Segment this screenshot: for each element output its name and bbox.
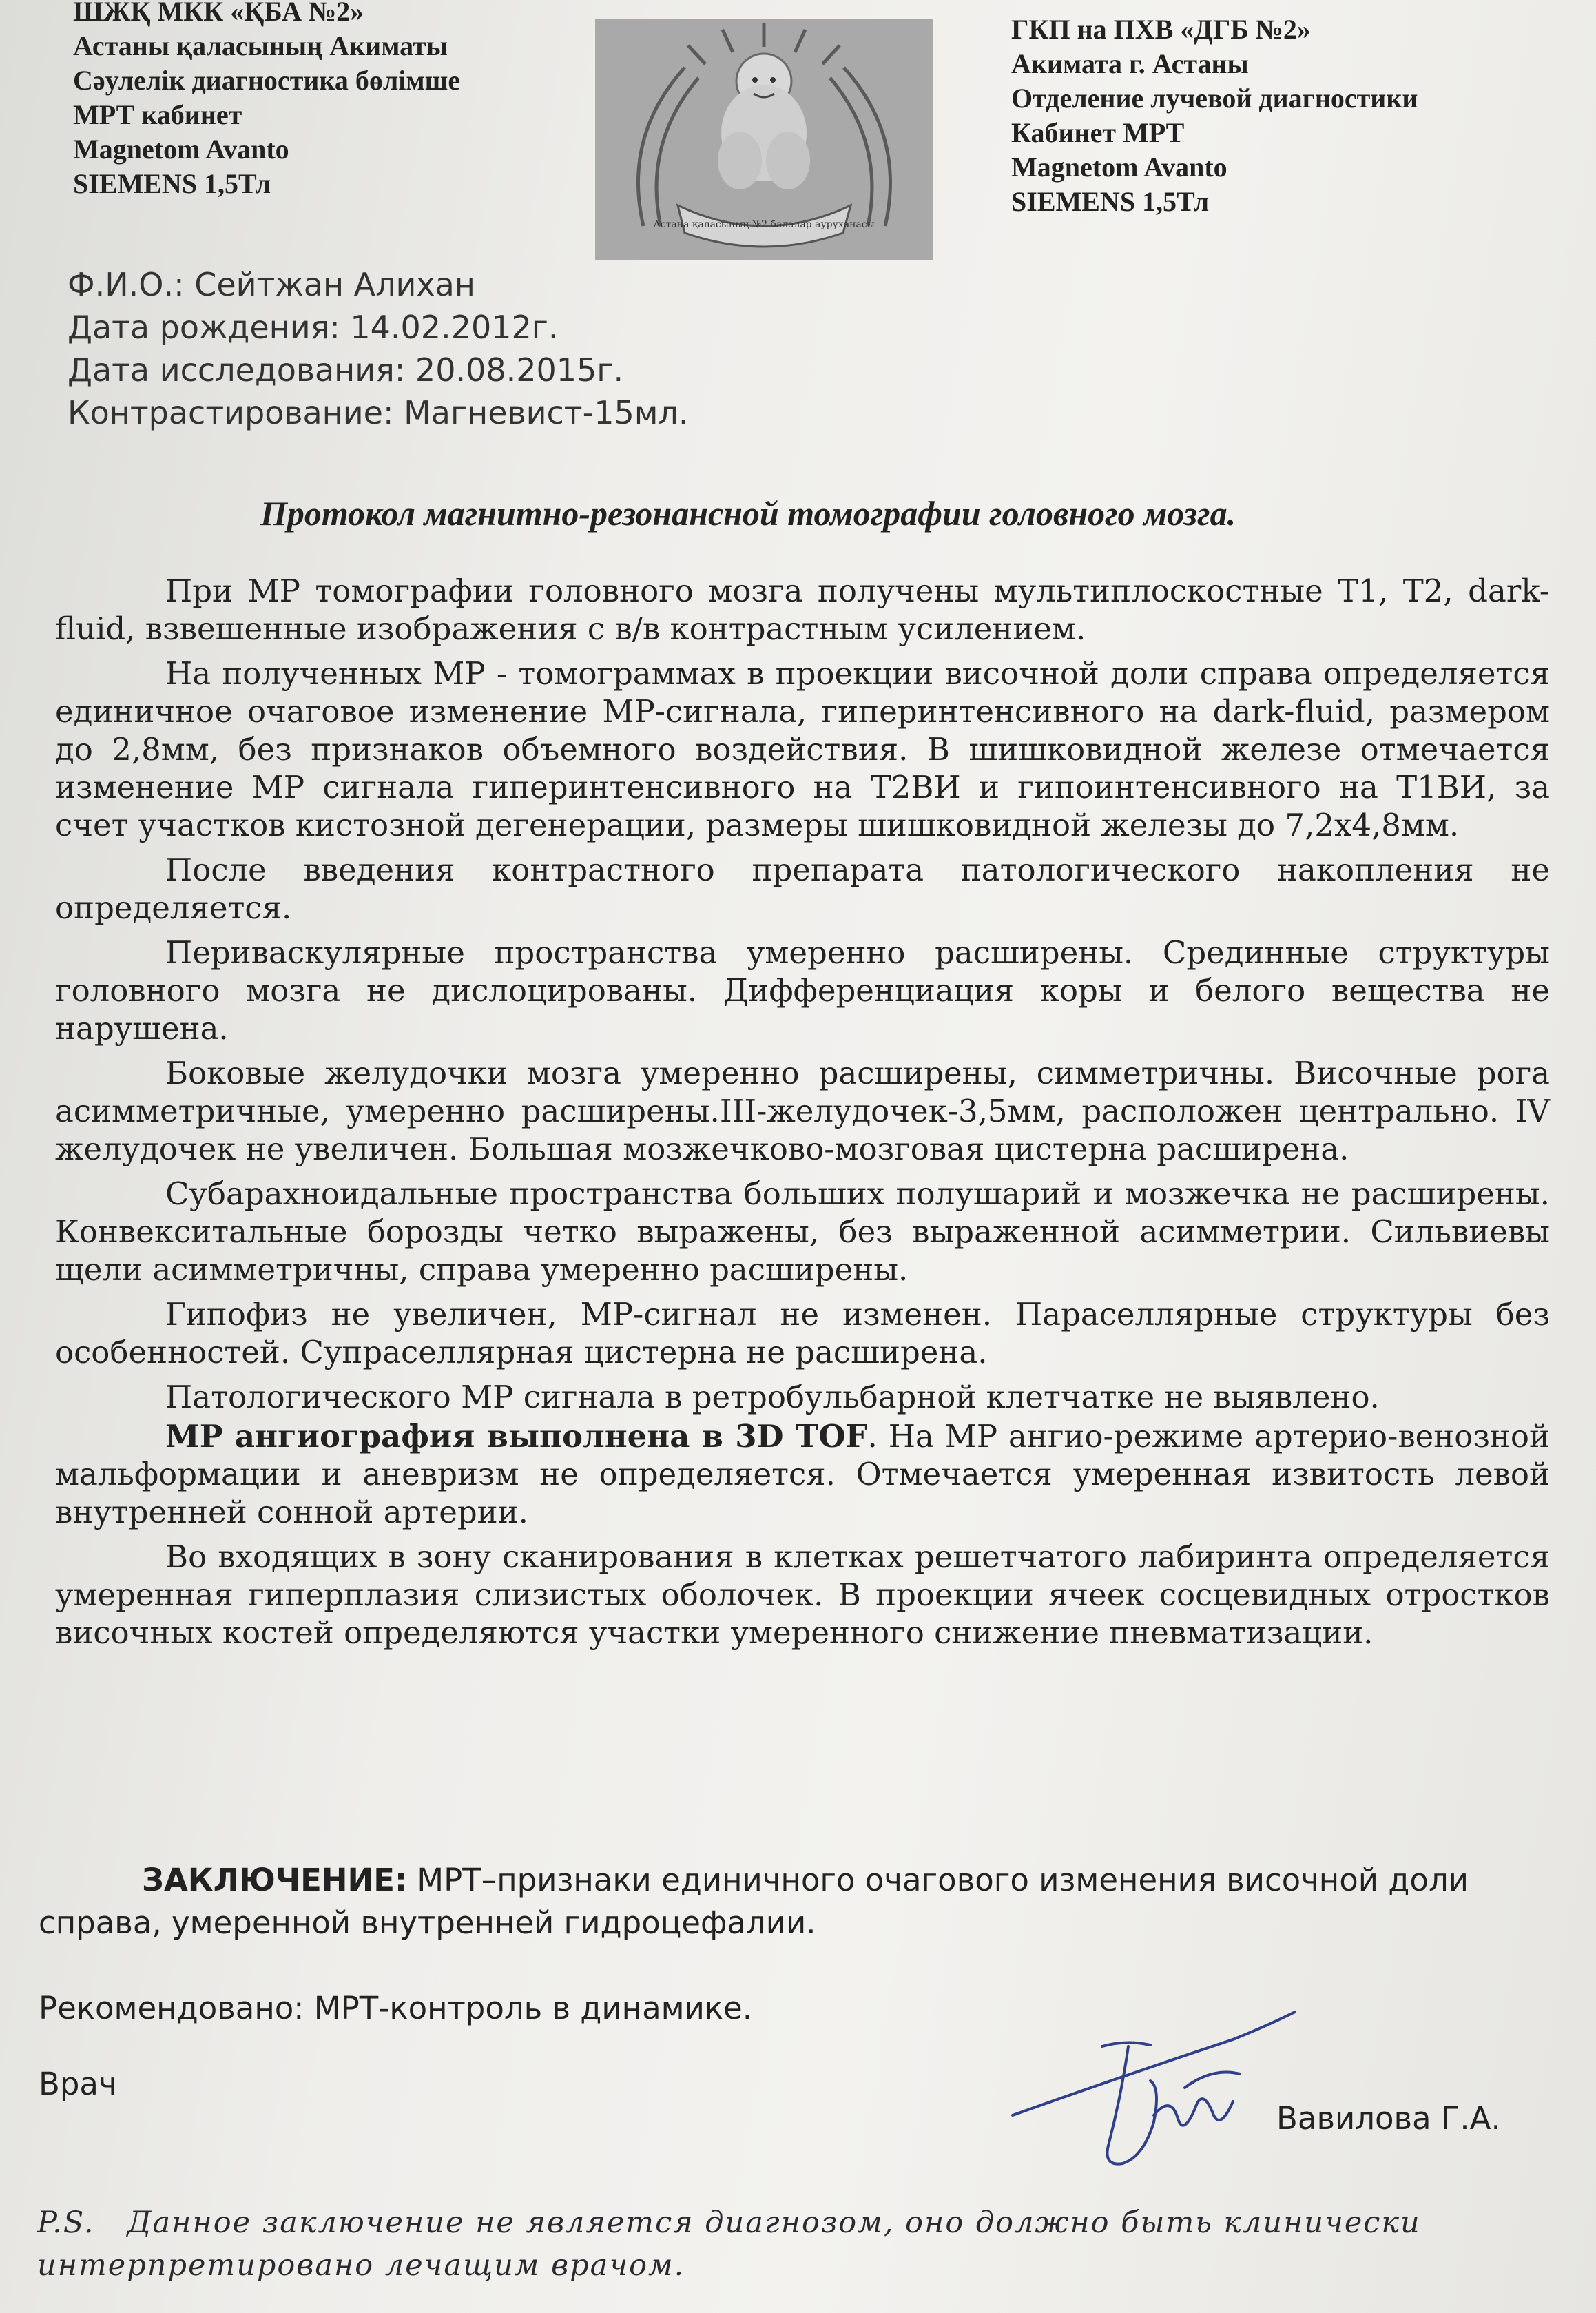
header-left-line: Сәулелік диагностика бөлімше [73, 65, 461, 96]
header-right-line: ГКП на ПХВ «ДГБ №2» [1011, 14, 1311, 45]
protocol-paragraph: Субарахноидальные пространства больших полушарий и мозжечка не расширены. Конвекситальные борозды четко выражены, без выраженной асимметрии. Сильвиевы щели асимметричны, справа умеренно расширены. [55, 1175, 1550, 1288]
protocol-paragraph: При МР томографии головного мозга получены мультиплоскостные T1, T2, dark-fluid, взвешенные изображения с в/в контрастным усилением. [55, 573, 1550, 647]
header-right-line: Кабинет МРТ [1011, 117, 1185, 148]
protocol-paragraph: Патологического МР сигнала в ретробульбарной клетчатке не выявлено. [165, 1379, 1380, 1415]
header-left-kazakh [73, 0, 460, 201]
header-left-line: SIEMENS 1,5Тл [73, 168, 271, 199]
doctor-signature [1006, 1998, 1309, 2177]
header-right-line: SIEMENS 1,5Тл [1011, 186, 1210, 217]
conclusion [39, 1859, 1540, 1944]
header-left-line: Астаны қаласының Акиматы [73, 30, 448, 61]
contrast-agent: Контрастирование: Магневист-15мл. [68, 394, 689, 431]
angio-lead: МР ангиография выполнена в 3D TOF [165, 1418, 868, 1454]
conclusion-text: МРТ–признаки единичного очагового изменения височной доли справа, умеренной внутренней гидроцефалии. [39, 1862, 1469, 1941]
doctor-label: Врач [39, 2066, 117, 2102]
patient-name: Ф.И.О.: Сейтжан Алихан [68, 266, 475, 303]
header-left-line: МРТ кабинет [73, 99, 242, 130]
patient-birth-date: Дата рождения: 14.02.2012г. [68, 309, 559, 346]
angio-text: . На МР ангио-режиме артерио-венозной мальформации и аневризм не определяется. Отмечается умеренная извитость левой внутренней сонной артерии. [55, 1418, 1550, 1530]
logo-text: Астана қаласының №2 балалар ауруханасы [653, 219, 875, 230]
recommendation: Рекомендовано: МРТ-контроль в динамике. [39, 1990, 753, 2026]
doctor-name: Вавилова Г.А. [1276, 2100, 1501, 2137]
header-right-line: Отделение лучевой диагностики [1011, 83, 1418, 114]
header-left-line: ШЖҚ МКК «ҚБА №2» [73, 0, 364, 27]
ps-label: P.S. [37, 2206, 95, 2240]
exam-date: Дата исследования: 20.08.2015г. [68, 351, 624, 389]
header-right-line: Magnetom Avanto [1011, 152, 1227, 183]
protocol-paragraph: Гипофиз не увеличен, МР-сигнал не изменен. Параселлярные структуры без особенностей. Супраселлярная цистерна не расширена. [55, 1296, 1550, 1370]
protocol-body [55, 572, 1550, 1658]
postscript [37, 2201, 1518, 2287]
protocol-paragraph: После введения контрастного препарата патологического накопления не определяется. [55, 852, 1550, 926]
hospital-logo [595, 19, 933, 260]
protocol-paragraph: Боковые желудочки мозга умеренно расширены, симметричны. Височные рога асимметричные, умеренно расширены.III-желудочек-3,5мм, расположен центрально. IV желудочек не увеличен. Большая мозжечково-мозговая цистерна расширена. [55, 1055, 1550, 1167]
protocol-title: Протокол магнитно-резонансной томографии головного мозга. [260, 494, 1236, 533]
protocol-paragraph: Периваскулярные пространства умеренно расширены. Срединные структуры головного мозга не дислоцированы. Дифференциация коры и белого вещества не нарушена. [55, 934, 1550, 1047]
protocol-paragraph: Во входящих в зону сканирования в клетках решетчатого лабиринта определяется умеренная гиперплазия слизистых оболочек. В проекции ячеек сосцевидных отростков височных костей определяются участки умеренного снижение пневматизации. [55, 1539, 1550, 1651]
conclusion-label: ЗАКЛЮЧЕНИЕ: [142, 1862, 407, 1898]
header-right-line: Акимата г. Астаны [1011, 48, 1249, 79]
ps-text: Данное заключение не является диагнозом, оно должно быть клинически интерпретировано лечащим врачом. [37, 2206, 1421, 2283]
protocol-paragraph: На полученных МР - томограммах в проекции височной доли справа определяется единичное очаговое изменение МР-сигнала, гиперинтенсивного на dark-fluid, размером до 2,8мм, без признаков объемного воздействия. В шишковидной железе отмечается изменение МР сигнала гиперинтенсивного на Т2ВИ и гипоинтенсивного на Т1ВИ, за счет участков кистозной дегенерации, размеры шишковидной железы до 7,2х4,8мм. [55, 655, 1550, 843]
header-right-russian [1011, 12, 1418, 219]
header-left-line: Magnetom Avanto [73, 134, 289, 165]
angio-paragraph [55, 1417, 1550, 1531]
patient-info [68, 263, 688, 434]
